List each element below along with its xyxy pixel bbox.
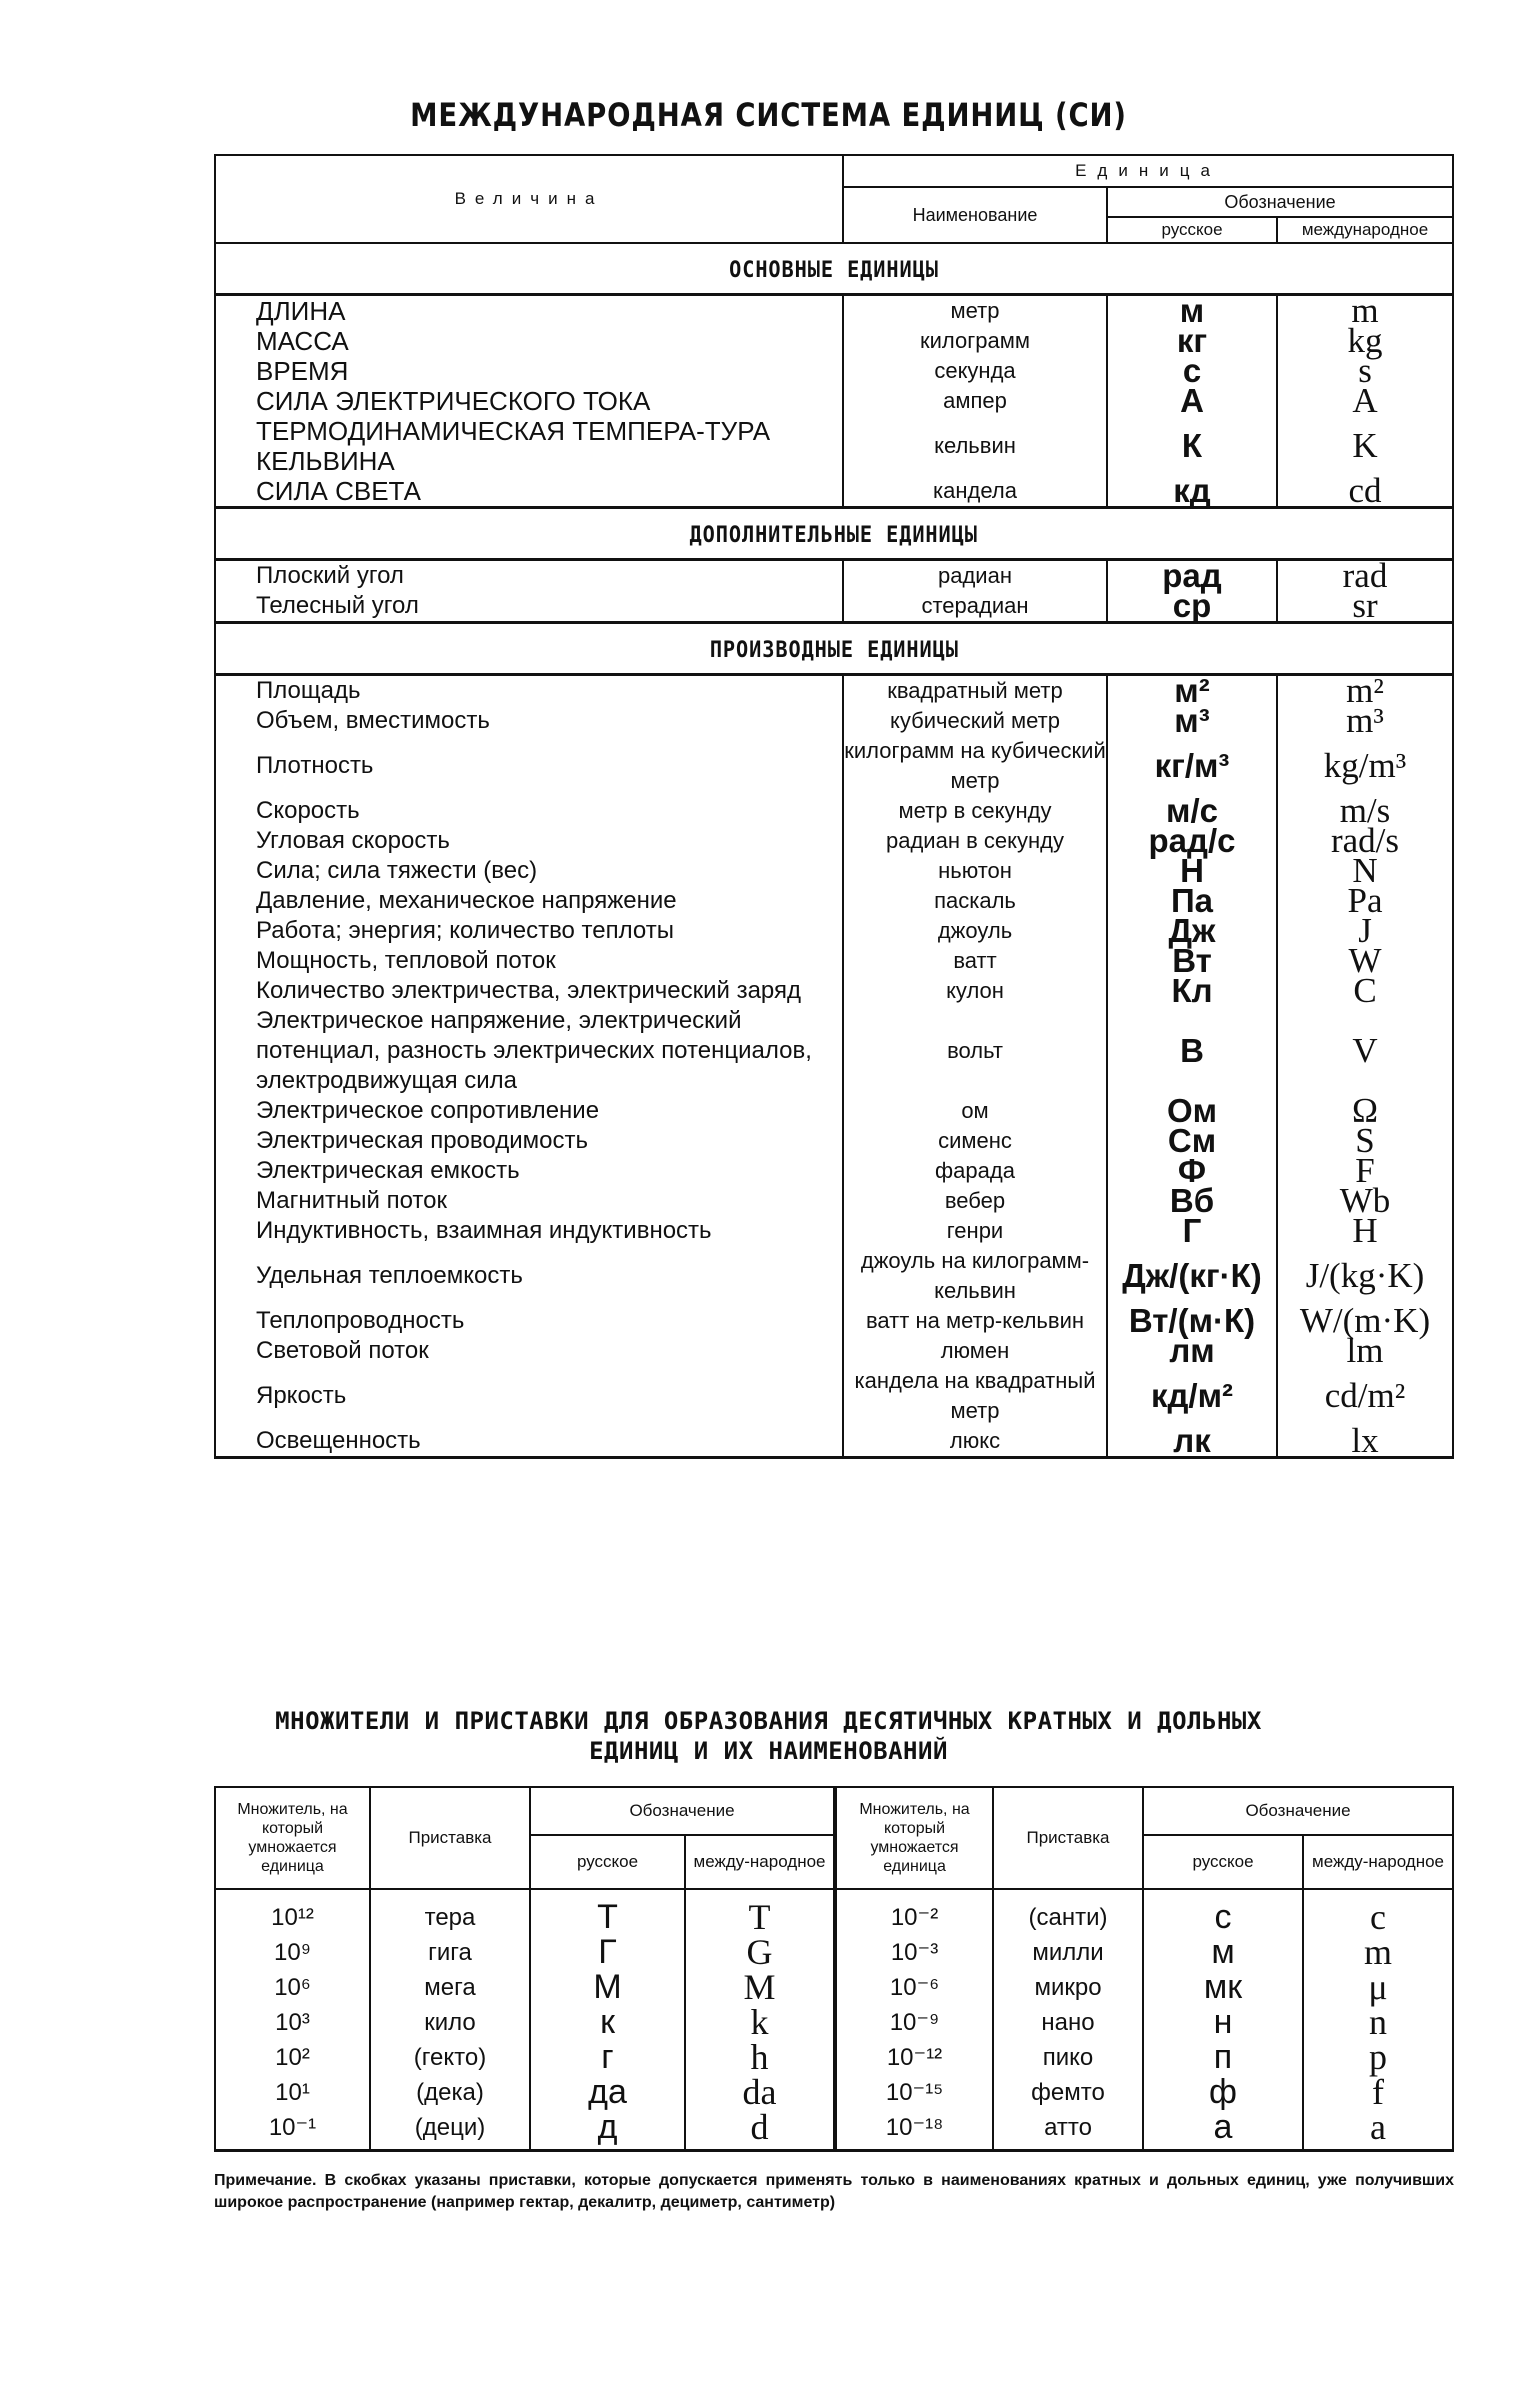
prefix-international-cell: p — [1303, 2040, 1453, 2075]
international-symbol-cell: V — [1277, 1006, 1453, 1096]
russian-symbol-cell: Кл — [1107, 976, 1277, 1006]
russian-symbol-cell: м/с — [1107, 796, 1277, 826]
unit-name-cell: квадратный метр — [843, 675, 1107, 707]
prefix-russian-cell: а — [1143, 2110, 1303, 2151]
footnote: Примечание. В скобках указаны приставки, которые допускается применять только в наименованиях кратных и дольных единиц, уже получивших широкое распространение (например гектар, декалитр, дециметр, сантиметр) — [214, 2172, 1454, 2211]
unit-row — [215, 1156, 1453, 1186]
unit-row — [215, 706, 1453, 736]
multiplier-cell: 10⁻¹² — [835, 2040, 993, 2075]
unit-row — [215, 386, 1453, 416]
russian-symbol-cell: Г — [1107, 1216, 1277, 1246]
international-symbol-cell: cd/m² — [1277, 1366, 1453, 1426]
unit-name-cell: джоуль — [843, 916, 1107, 946]
prefix-title-line-1: МНОЖИТЕЛИ И ПРИСТАВКИ ДЛЯ ОБРАЗОВАНИЯ ДЕСЯТИЧНЫХ КРАТНЫХ И ДОЛЬНЫХ — [275, 1707, 1262, 1735]
unit-name-cell: радиан в секунду — [843, 826, 1107, 856]
unit-name-cell: кубический метр — [843, 706, 1107, 736]
header-name: Наименование — [843, 187, 1107, 243]
prefix-header-prefix-left: Приставка — [370, 1787, 530, 1889]
quantity-cell: Количество электричества, электрический заряд — [256, 977, 801, 1004]
unit-name-cell: кельвин — [843, 416, 1107, 476]
russian-symbol-cell: Дж — [1107, 916, 1277, 946]
unit-name-cell: кандела на квадратный метр — [843, 1366, 1107, 1426]
quantity-cell: Сила; сила тяжести (вес) — [256, 857, 538, 884]
unit-name-cell: люкс — [843, 1426, 1107, 1458]
header-international: международное — [1277, 217, 1453, 243]
prefix-name-cell: пико — [993, 2040, 1143, 2075]
international-symbol-cell: m³ — [1277, 706, 1453, 736]
russian-symbol-cell: м — [1107, 295, 1277, 327]
quantity-cell: Работа; энергия; количество теплоты — [256, 917, 674, 944]
quantity-cell: Плоский угол — [256, 562, 404, 589]
prefix-russian-cell: да — [530, 2075, 685, 2110]
unit-name-cell: вебер — [843, 1186, 1107, 1216]
unit-name-cell: джоуль на килограмм-кельвин — [843, 1246, 1107, 1306]
russian-symbol-cell: с — [1107, 356, 1277, 386]
russian-symbol-cell: Вт — [1107, 946, 1277, 976]
unit-row — [215, 560, 1453, 592]
unit-name-cell: люмен — [843, 1336, 1107, 1366]
header-russian: русское — [1107, 217, 1277, 243]
unit-name-cell: фарада — [843, 1156, 1107, 1186]
unit-row — [215, 356, 1453, 386]
prefix-russian-cell: п — [1143, 2040, 1303, 2075]
prefix-header-russian-right: русское — [1143, 1835, 1303, 1889]
unit-row — [215, 1306, 1453, 1336]
prefix-name-cell: мега — [370, 1970, 530, 2005]
prefix-name-cell: тера — [370, 1889, 530, 1935]
multiplier-cell: 10⁻⁹ — [835, 2005, 993, 2040]
prefix-header-international-right: между-народное — [1303, 1835, 1453, 1889]
unit-name-cell: метр — [843, 295, 1107, 327]
unit-name-cell: секунда — [843, 356, 1107, 386]
prefix-international-cell: f — [1303, 2075, 1453, 2110]
prefix-title-line-2: ЕДИНИЦ И ИХ НАИМЕНОВАНИЙ — [589, 1737, 948, 1765]
international-symbol-cell: kg — [1277, 326, 1453, 356]
quantity-cell: Мощность, тепловой поток — [256, 947, 556, 974]
unit-row — [215, 295, 1453, 327]
unit-name-cell: радиан — [843, 560, 1107, 592]
international-symbol-cell: lx — [1277, 1426, 1453, 1458]
russian-symbol-cell: кг/м³ — [1107, 736, 1277, 796]
international-symbol-cell: m² — [1277, 675, 1453, 707]
unit-name-cell: ватт на метр-кельвин — [843, 1306, 1107, 1336]
quantity-cell: Электрическая емкость — [256, 1157, 520, 1184]
multiplier-cell: 10⁻⁶ — [835, 1970, 993, 2005]
prefix-name-cell: гига — [370, 1935, 530, 1970]
prefix-international-cell: da — [685, 2075, 835, 2110]
header-unit: Единица — [843, 155, 1453, 187]
quantity-cell: ВРЕМЯ — [256, 356, 349, 386]
quantity-cell: Электрическая проводимость — [256, 1127, 588, 1154]
unit-row — [215, 1126, 1453, 1156]
prefix-russian-cell: н — [1143, 2005, 1303, 2040]
prefix-name-cell: (дека) — [370, 2075, 530, 2110]
prefix-international-cell: G — [685, 1935, 835, 1970]
multiplier-cell: 10¹² — [215, 1889, 370, 1935]
unit-row — [215, 675, 1453, 707]
quantity-cell: Магнитный поток — [256, 1187, 447, 1214]
prefix-russian-cell: д — [530, 2110, 685, 2151]
unit-row — [215, 916, 1453, 946]
international-symbol-cell: m/s — [1277, 796, 1453, 826]
quantity-cell: Электрическое напряжение, электрический потенциал, разность электрических потенциалов, электродвижущая сила — [256, 1007, 812, 1094]
unit-name-cell: паскаль — [843, 886, 1107, 916]
russian-symbol-cell: лм — [1107, 1336, 1277, 1366]
prefix-russian-cell: ф — [1143, 2075, 1303, 2110]
russian-symbol-cell: Н — [1107, 856, 1277, 886]
unit-row — [215, 591, 1453, 623]
international-symbol-cell: W — [1277, 946, 1453, 976]
russian-symbol-cell: м² — [1107, 675, 1277, 707]
international-symbol-cell: cd — [1277, 476, 1453, 508]
quantity-cell: Электрическое сопротивление — [256, 1097, 600, 1124]
international-symbol-cell: W/(m·K) — [1277, 1306, 1453, 1336]
prefix-russian-cell: г — [530, 2040, 685, 2075]
russian-symbol-cell: кд/м² — [1107, 1366, 1277, 1426]
international-symbol-cell: N — [1277, 856, 1453, 886]
basic-units-rows — [215, 291, 1453, 510]
russian-symbol-cell: лк — [1107, 1426, 1277, 1458]
russian-symbol-cell: рад — [1107, 560, 1277, 592]
quantity-cell: Угловая скорость — [256, 827, 450, 854]
prefix-row — [215, 1889, 1453, 1935]
russian-symbol-cell: См — [1107, 1126, 1277, 1156]
unit-row — [215, 826, 1453, 856]
prefix-international-cell: μ — [1303, 1970, 1453, 2005]
international-symbol-cell: S — [1277, 1126, 1453, 1156]
prefix-international-cell: M — [685, 1970, 835, 2005]
international-symbol-cell: kg/m³ — [1277, 736, 1453, 796]
quantity-cell: Давление, механическое напряжение — [256, 887, 677, 914]
russian-symbol-cell: В — [1107, 1006, 1277, 1096]
unit-row — [215, 476, 1453, 508]
russian-symbol-cell: А — [1107, 386, 1277, 416]
unit-row — [215, 1096, 1453, 1126]
prefix-russian-cell: мк — [1143, 1970, 1303, 2005]
international-symbol-cell: Ω — [1277, 1096, 1453, 1126]
russian-symbol-cell: Па — [1107, 886, 1277, 916]
russian-symbol-cell: кг — [1107, 326, 1277, 356]
unit-row — [215, 976, 1453, 1006]
russian-symbol-cell: К — [1107, 416, 1277, 476]
prefix-international-cell: a — [1303, 2110, 1453, 2151]
unit-row — [215, 416, 1453, 476]
quantity-cell: Яркость — [256, 1382, 347, 1409]
derived-units-rows — [215, 671, 1453, 1460]
prefix-name-cell: атто — [993, 2110, 1143, 2151]
quantity-cell: Световой поток — [256, 1337, 429, 1364]
unit-row — [215, 796, 1453, 826]
multiplier-cell: 10³ — [215, 2005, 370, 2040]
page-title: МЕЖДУНАРОДНАЯ СИСТЕМА ЕДИНИЦ (СИ) — [410, 96, 1127, 134]
unit-row — [215, 326, 1453, 356]
unit-row — [215, 1006, 1453, 1096]
prefix-row — [215, 2040, 1453, 2075]
prefix-header-designation-right: Обозначение — [1143, 1787, 1453, 1835]
unit-name-cell: килограмм — [843, 326, 1107, 356]
unit-name-cell: метр в секунду — [843, 796, 1107, 826]
russian-symbol-cell: Ф — [1107, 1156, 1277, 1186]
unit-row — [215, 1336, 1453, 1366]
quantity-cell: МАССА — [256, 326, 349, 356]
unit-name-cell: генри — [843, 1216, 1107, 1246]
prefix-name-cell: нано — [993, 2005, 1143, 2040]
prefix-row — [215, 1970, 1453, 2005]
prefix-international-cell: c — [1303, 1889, 1453, 1935]
prefix-international-cell: k — [685, 2005, 835, 2040]
russian-symbol-cell: Дж/(кг·К) — [1107, 1246, 1277, 1306]
prefix-name-cell: (гекто) — [370, 2040, 530, 2075]
section-supplementary-heading: ДОПОЛНИТЕЛЬНЫЕ ЕДИНИЦЫ — [689, 523, 979, 548]
multiplier-cell: 10² — [215, 2040, 370, 2075]
si-units-table — [214, 154, 1454, 1459]
unit-name-cell: вольт — [843, 1006, 1107, 1096]
unit-row — [215, 1366, 1453, 1426]
unit-name-cell: ньютон — [843, 856, 1107, 886]
prefix-name-cell: (санти) — [993, 1889, 1143, 1935]
prefix-section-title — [0, 1706, 1537, 1766]
international-symbol-cell: rad — [1277, 560, 1453, 592]
quantity-cell: Телесный угол — [256, 592, 419, 619]
unit-row — [215, 736, 1453, 796]
header-designation: Обозначение — [1107, 187, 1453, 217]
quantity-cell: Объем, вместимость — [256, 707, 490, 734]
quantity-cell: Удельная теплоемкость — [256, 1262, 523, 1289]
prefix-row — [215, 2005, 1453, 2040]
prefix-row — [215, 2110, 1453, 2151]
basic-units-body — [215, 243, 1453, 295]
prefix-row — [215, 2075, 1453, 2110]
russian-symbol-cell: Вт/(м·К) — [1107, 1306, 1277, 1336]
unit-name-cell: ом — [843, 1096, 1107, 1126]
prefix-name-cell: кило — [370, 2005, 530, 2040]
unit-row — [215, 856, 1453, 886]
multiplier-cell: 10⁻¹ — [215, 2110, 370, 2151]
quantity-cell: ДЛИНА — [256, 296, 346, 326]
prefix-international-cell: n — [1303, 2005, 1453, 2040]
russian-symbol-cell: рад/с — [1107, 826, 1277, 856]
prefix-name-cell: микро — [993, 1970, 1143, 2005]
header-quantity: Величина — [215, 155, 843, 243]
quantity-cell: СИЛА ЭЛЕКТРИЧЕСКОГО ТОКА — [256, 386, 651, 416]
unit-row — [215, 1186, 1453, 1216]
unit-row — [215, 1426, 1453, 1458]
prefix-rows — [215, 1889, 1453, 2151]
prefix-russian-cell: с — [1143, 1889, 1303, 1935]
prefix-russian-cell: М — [530, 1970, 685, 2005]
prefix-row — [215, 1935, 1453, 1970]
russian-symbol-cell: ср — [1107, 591, 1277, 623]
unit-row — [215, 886, 1453, 916]
multiplier-cell: 10⁻³ — [835, 1935, 993, 1970]
multiplier-cell: 10⁻² — [835, 1889, 993, 1935]
prefix-header-international-left: между-народное — [685, 1835, 835, 1889]
international-symbol-cell: Wb — [1277, 1186, 1453, 1216]
section-derived-heading: ПРОИЗВОДНЫЕ ЕДИНИЦЫ — [709, 638, 959, 663]
section-basic-heading: ОСНОВНЫЕ ЕДИНИЦЫ — [729, 258, 939, 283]
unit-row — [215, 1246, 1453, 1306]
multiplier-cell: 10⁶ — [215, 1970, 370, 2005]
prefix-header-multiplier-right: Множитель, на который умножается единица — [835, 1787, 993, 1889]
prefix-international-cell: m — [1303, 1935, 1453, 1970]
quantity-cell: ТЕРМОДИНАМИЧЕСКАЯ ТЕМПЕРА-ТУРА КЕЛЬВИНА — [256, 416, 771, 476]
international-symbol-cell: F — [1277, 1156, 1453, 1186]
supplementary-units-rows — [215, 556, 1453, 625]
multiplier-cell: 10⁻¹⁵ — [835, 2075, 993, 2110]
prefix-international-cell: h — [685, 2040, 835, 2075]
prefix-russian-cell: к — [530, 2005, 685, 2040]
unit-name-cell: ампер — [843, 386, 1107, 416]
unit-name-cell: кулон — [843, 976, 1107, 1006]
international-symbol-cell: A — [1277, 386, 1453, 416]
quantity-cell: Скорость — [256, 797, 360, 824]
prefix-russian-cell: Г — [530, 1935, 685, 1970]
international-symbol-cell: rad/s — [1277, 826, 1453, 856]
prefix-header-prefix-right: Приставка — [993, 1787, 1143, 1889]
prefix-header-multiplier-left: Множитель, на который умножается единица — [215, 1787, 370, 1889]
prefix-name-cell: (деци) — [370, 2110, 530, 2151]
international-symbol-cell: s — [1277, 356, 1453, 386]
multiplier-cell: 10¹ — [215, 2075, 370, 2110]
international-symbol-cell: J — [1277, 916, 1453, 946]
quantity-cell: Плотность — [256, 752, 374, 779]
international-symbol-cell: C — [1277, 976, 1453, 1006]
unit-row — [215, 946, 1453, 976]
international-symbol-cell: lm — [1277, 1336, 1453, 1366]
russian-symbol-cell: Ом — [1107, 1096, 1277, 1126]
unit-name-cell: сименс — [843, 1126, 1107, 1156]
international-symbol-cell: K — [1277, 416, 1453, 476]
prefix-header-russian-left: русское — [530, 1835, 685, 1889]
quantity-cell: Индуктивность, взаимная индуктивность — [256, 1217, 712, 1244]
prefix-header-designation-left: Обозначение — [530, 1787, 835, 1835]
international-symbol-cell: J/(kg·K) — [1277, 1246, 1453, 1306]
russian-symbol-cell: Вб — [1107, 1186, 1277, 1216]
unit-name-cell: килограмм на кубический метр — [843, 736, 1107, 796]
prefix-table — [214, 1786, 1454, 2152]
russian-symbol-cell: м³ — [1107, 706, 1277, 736]
prefix-russian-cell: м — [1143, 1935, 1303, 1970]
international-symbol-cell: m — [1277, 295, 1453, 327]
quantity-cell: Теплопроводность — [256, 1307, 465, 1334]
unit-name-cell: ватт — [843, 946, 1107, 976]
prefix-name-cell: милли — [993, 1935, 1143, 1970]
prefix-international-cell: T — [685, 1889, 835, 1935]
unit-row — [215, 1216, 1453, 1246]
prefix-name-cell: фемто — [993, 2075, 1143, 2110]
multiplier-cell: 10⁹ — [215, 1935, 370, 1970]
international-symbol-cell: sr — [1277, 591, 1453, 623]
prefix-russian-cell: Т — [530, 1889, 685, 1935]
prefix-international-cell: d — [685, 2110, 835, 2151]
international-symbol-cell: H — [1277, 1216, 1453, 1246]
russian-symbol-cell: кд — [1107, 476, 1277, 508]
international-symbol-cell: Pa — [1277, 886, 1453, 916]
unit-name-cell: кандела — [843, 476, 1107, 508]
quantity-cell: Освещенность — [256, 1427, 421, 1454]
multiplier-cell: 10⁻¹⁸ — [835, 2110, 993, 2151]
quantity-cell: Площадь — [256, 677, 361, 704]
quantity-cell: СИЛА СВЕТА — [256, 476, 421, 506]
unit-name-cell: стерадиан — [843, 591, 1107, 623]
